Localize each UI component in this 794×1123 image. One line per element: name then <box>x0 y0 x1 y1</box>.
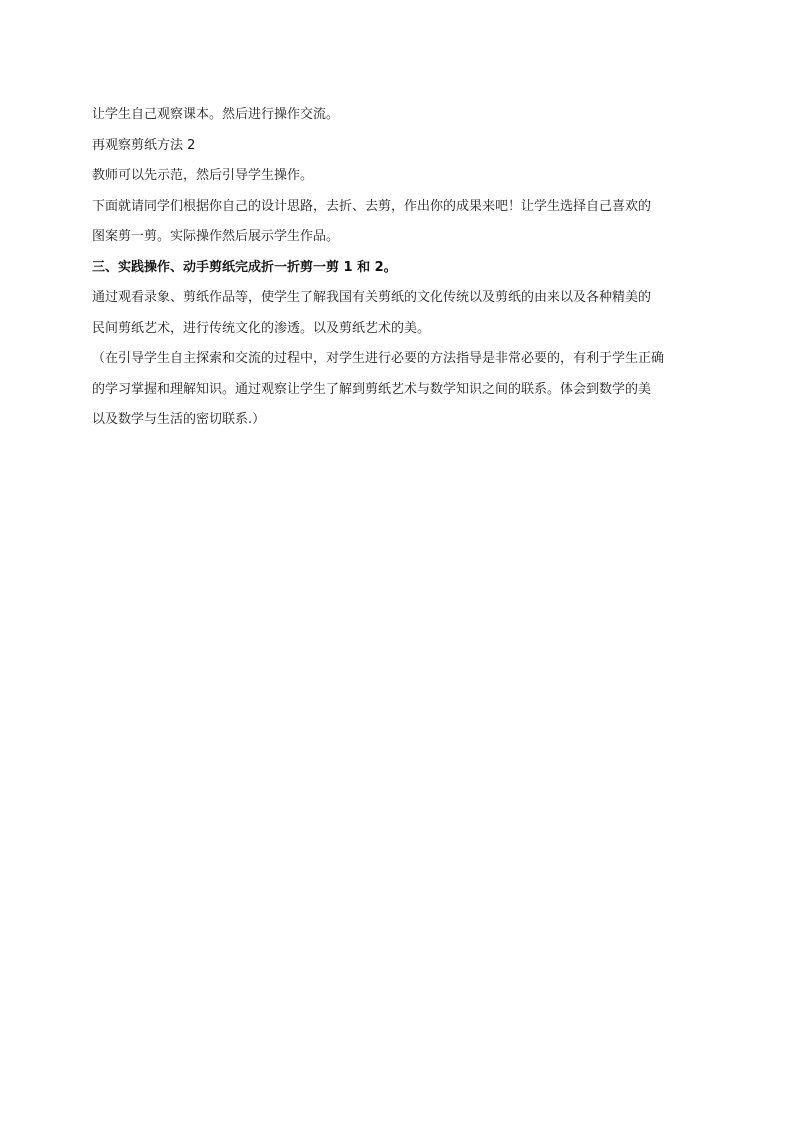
paragraph-culture-line1: 通过观看录象、剪纸作品等，使学生了解我国有关剪纸的文化传统以及剪纸的由来以及各种精美的 <box>92 290 652 305</box>
paragraph-observe-method-2: 再观察剪纸方法 2 <box>92 137 196 153</box>
paragraph-note-line3: 以及数学与生活的密切联系.） <box>92 412 266 427</box>
paragraph-note-line2: 的学习掌握和理解知识。通过观察让学生了解到剪纸艺术与数学知识之间的联系。体会到数学的美 <box>92 381 652 397</box>
paragraph-student-design-line1: 下面就请同学们根据你自己的设计思路，去折、去剪，作出你的成果来吧！让学生选择自己喜欢的 <box>92 198 652 214</box>
section-heading-practice: 三、实践操作、动手剪纸完成折一折剪一剪 1 和 2。 <box>92 259 397 275</box>
paragraph-observe-textbook: 让学生自己观察课本。然后进行操作交流。 <box>92 107 340 122</box>
paragraph-note-line1: （在引导学生自主探索和交流的过程中，对学生进行必要的方法指导是非常必要的，有利于学生正确 <box>92 351 665 366</box>
document-page <box>92 100 704 436</box>
paragraph-student-design-line2: 图案剪一剪。实际操作然后展示学生作品。 <box>92 229 340 244</box>
paragraph-teacher-demo: 教师可以先示范，然后引导学生操作。 <box>92 168 314 183</box>
paragraph-culture-line2: 民间剪纸艺术，进行传统文化的渗透。以及剪纸艺术的美。 <box>92 320 431 336</box>
